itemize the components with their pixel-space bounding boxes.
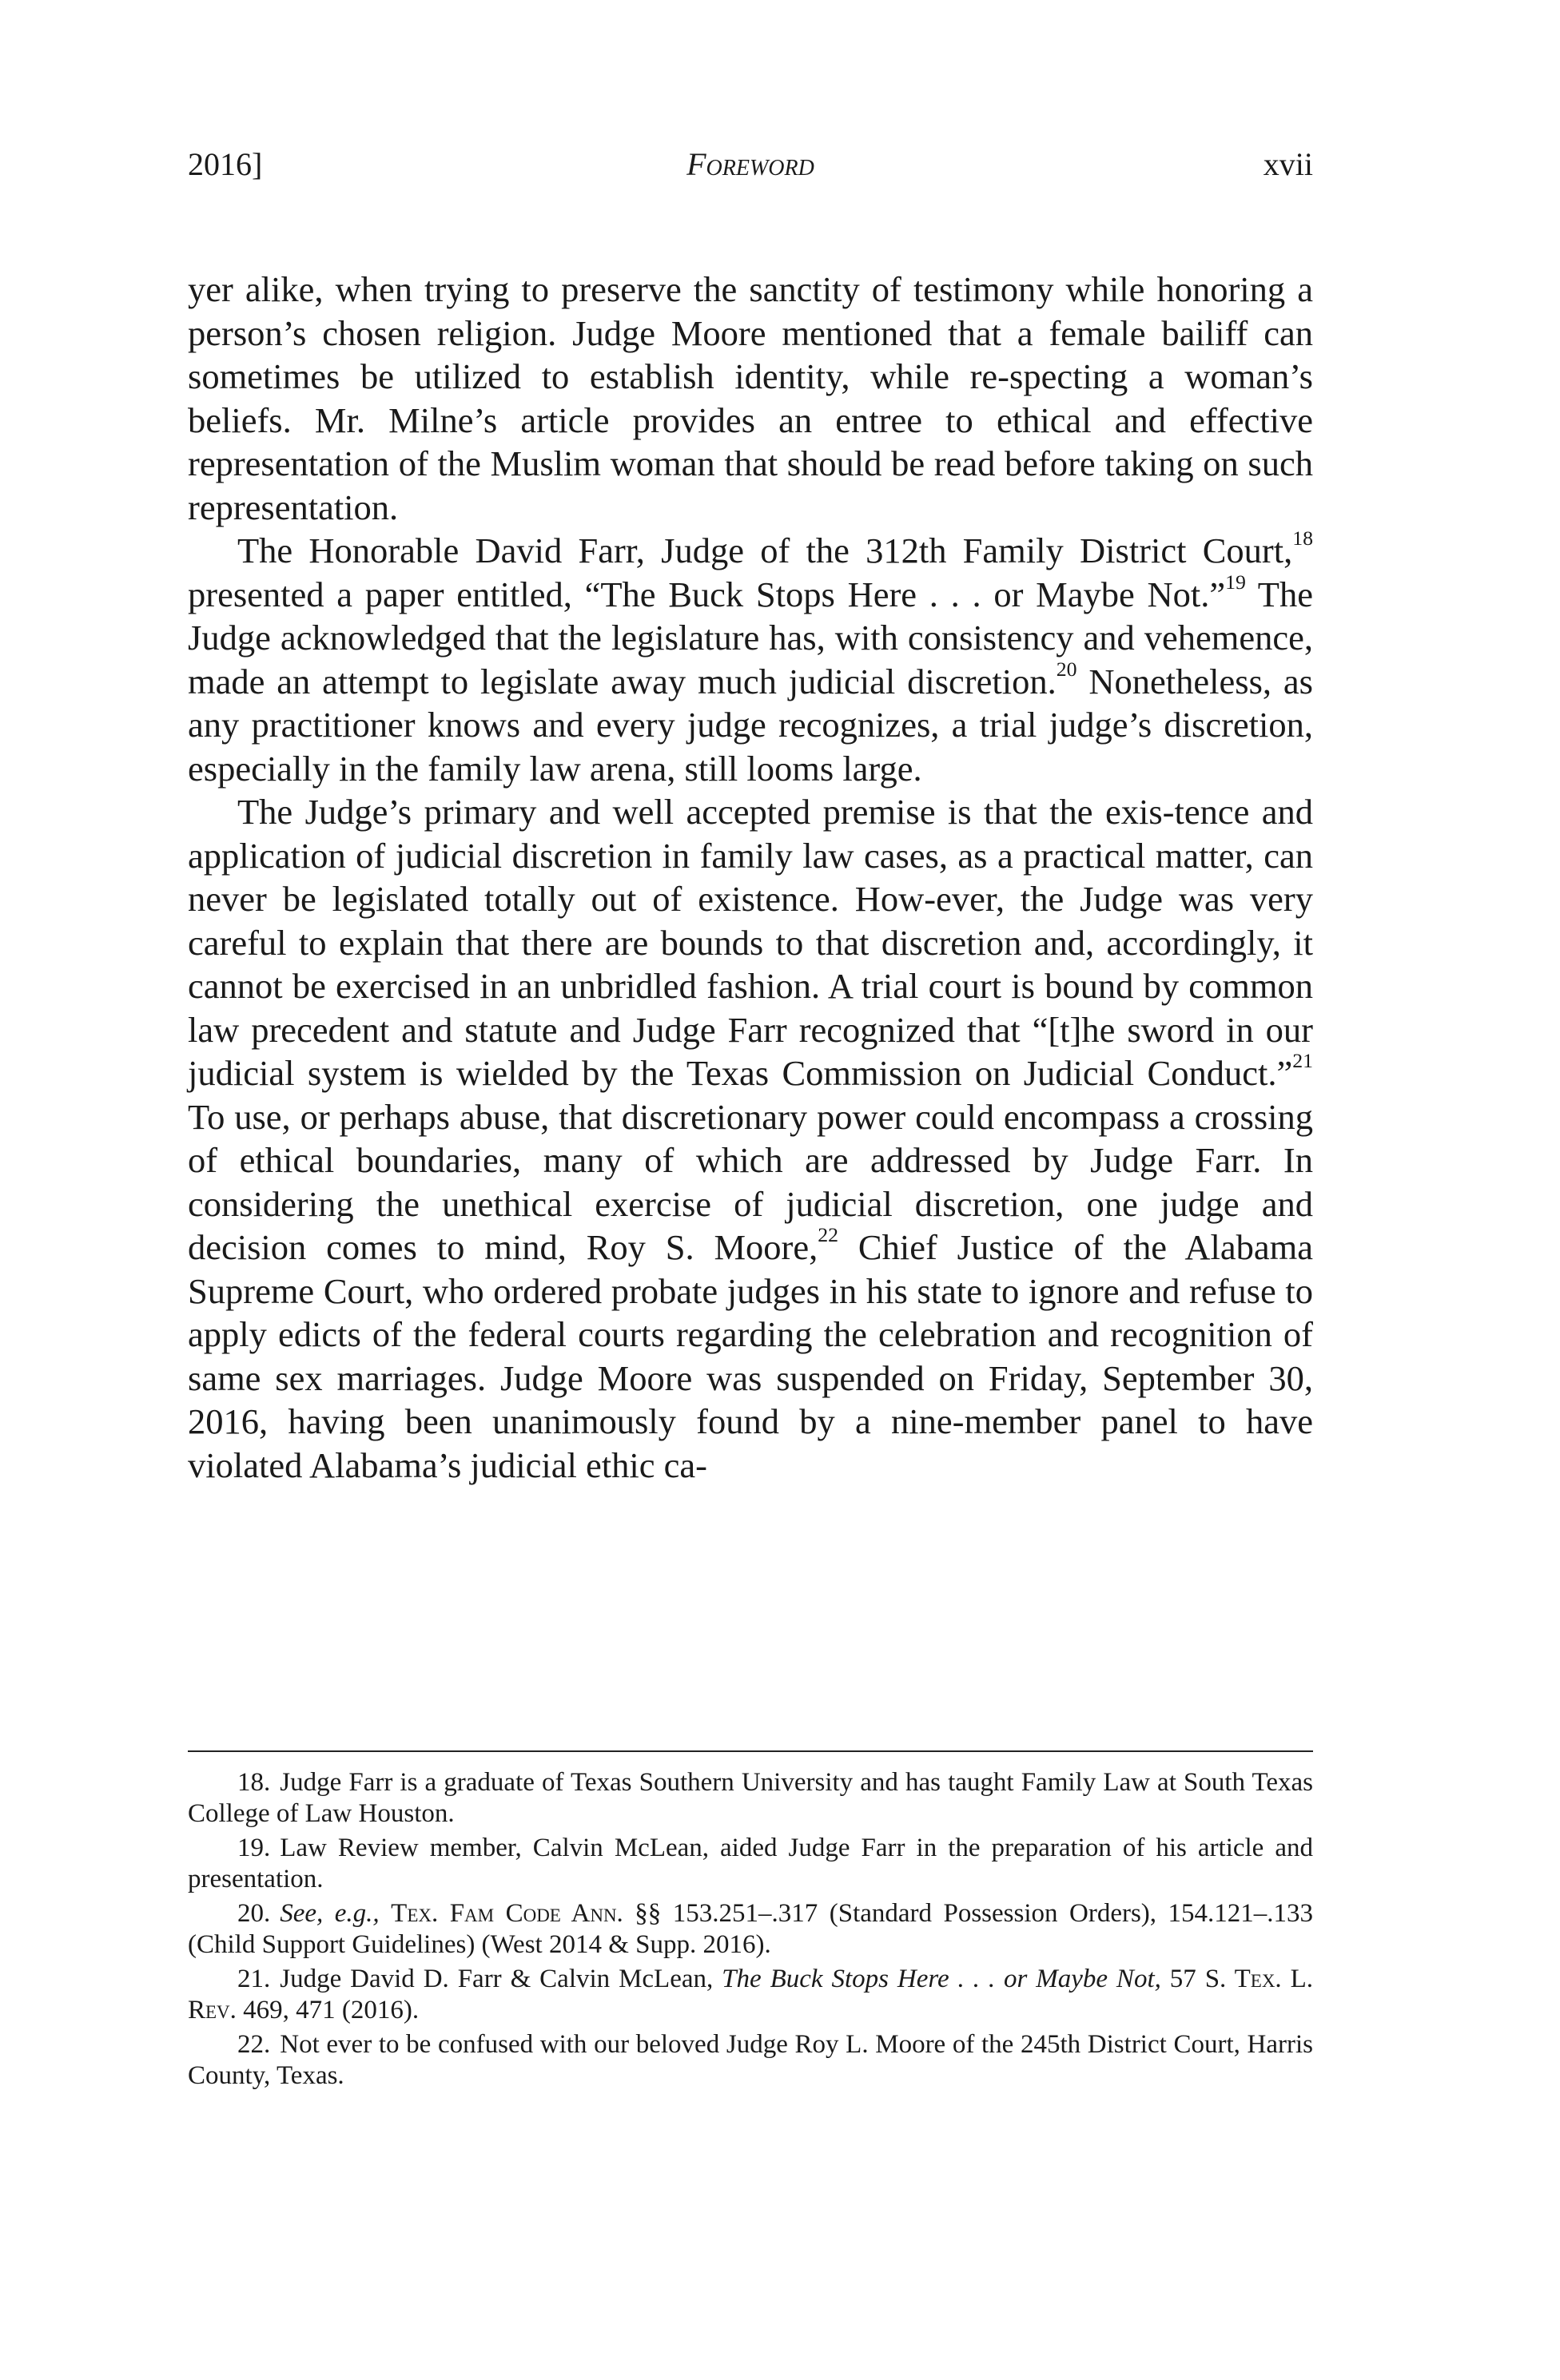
footnote-19: [188, 1833, 1313, 1895]
paragraph-2-text-b: presented a paper entitled, “The Buck Stops Here . . . or Maybe Not.”: [188, 574, 1226, 614]
footnote-22-number: 22.: [237, 2030, 271, 2059]
running-head-title: Foreword: [686, 146, 814, 182]
paragraph-2-text-a: The Honorable David Farr, Judge of the 312th Family District Court,: [237, 530, 1293, 570]
footnote-ref-20[interactable]: 20: [1056, 657, 1077, 681]
paragraph-2: [188, 526, 1313, 790]
footnote-20-code: Tex. Fam Code Ann.: [391, 1899, 623, 1928]
footnote-18: [188, 1767, 1313, 1830]
footnote-18-number: 18.: [237, 1768, 271, 1797]
footnote-ref-18[interactable]: 18: [1292, 526, 1313, 550]
footnote-18-text: Judge Farr is a graduate of Texas Southern University and has taught Family Law at South Texas College of Law Houston.: [188, 1768, 1313, 1828]
paragraph-2-text-d: Nonetheless, as any practitioner knows and every judge recognizes, a trial judge’s discretion, especially in the family law arena, still looms large.: [188, 661, 1313, 789]
paragraph-3: [188, 790, 1313, 1487]
body-text: [188, 268, 1313, 1487]
running-head-year: 2016]: [188, 146, 263, 182]
running-head: [188, 141, 1313, 189]
footnote-ref-21[interactable]: 21: [1292, 1049, 1313, 1073]
paragraph-1: yer alike, when trying to preserve the sanctity of testimony while honoring a person’s chosen religion. Judge Moore mentioned that a female bailiff can sometimes be utilized to establish identity, while re-specting a woman’s beliefs. Mr. Milne’s article provides an entree to ethical and effective representation of the Muslim woman that should be read before taking on such representation.: [188, 269, 1313, 527]
footnote-22-text: Not ever to be confused with our beloved Judge Roy L. Moore of the 245th District Court, Harris County, Texas.: [188, 2030, 1313, 2090]
paragraph-2-text-c: The Judge acknowledged that the legislature has, with consistency and vehemence, made an attempt to legislate away much judicial discretion.: [188, 574, 1313, 701]
footnotes: [188, 1767, 1313, 2095]
footnote-ref-22[interactable]: 22: [818, 1223, 839, 1247]
paragraph-3-text-a: The Judge’s primary and well accepted premise is that the exis-tence and application of judicial discretion in family law cases, as a practical matter, can never be legislated totally out of existence. How-ever, the Judge was very careful to explain that there are bounds to that discretion and, accordingly, it cannot be exercised in an unbridled fashion. A trial court is bound by common law precedent and statute and Judge Farr recognized that “[t]he sword in our judicial system is wielded by the Texas Commission on Judicial Conduct.”: [188, 792, 1313, 1093]
footnote-divider: [188, 1750, 1313, 1752]
footnote-21-journal: S. Tex. L. Rev.: [188, 1965, 1314, 2024]
footnote-19-number: 19.: [237, 1834, 271, 1862]
footnote-21-text-a: Judge David D. Farr & Calvin McLean,: [280, 1965, 722, 1993]
footnote-21: [188, 1964, 1313, 2026]
footnote-21-text-b: 57: [1160, 1965, 1205, 1993]
footnote-20-text: §§ 153.251–.317 (Standard Possession Orders), 154.121–.133 (Child Support Guidelines) (West 2014 & Supp. 2016).: [188, 1899, 1314, 1959]
footnote-ref-19[interactable]: 19: [1225, 570, 1246, 594]
footnote-22: [188, 2029, 1313, 2092]
footnote-20-signal: See, e.g.,: [280, 1899, 380, 1928]
page-number: xvii: [1263, 146, 1313, 182]
paragraph-3-text-b: To use, or perhaps abuse, that discretionary power could encompass a crossing of ethical boundaries, many of which are addressed by Judge Farr. In considering the unethical exercise of judicial discretion, one judge and decision comes to mind, Roy S. Moore,: [188, 1096, 1313, 1267]
paragraph-3-text-c: Chief Justice of the Alabama Supreme Court, who ordered probate judges in his state to ignore and refuse to apply edicts of the federal courts regarding the celebration and recognition of same sex marriages. Judge Moore was suspended on Friday, September 30, 2016, having been unanimously found by a nine-member panel to have violated Alabama’s judicial ethic ca-: [188, 1227, 1314, 1485]
footnote-19-text: Law Review member, Calvin McLean, aided Judge Farr in the preparation of his article and presentation.: [188, 1834, 1313, 1893]
footnote-21-number: 21.: [237, 1965, 271, 1993]
footnote-20-number: 20.: [237, 1899, 271, 1928]
footnote-21-text-c: 469, 471 (2016).: [236, 1996, 420, 2024]
footnote-20: [188, 1898, 1313, 1961]
footnote-21-title: The Buck Stops Here . . . or Maybe Not,: [722, 1965, 1161, 1993]
